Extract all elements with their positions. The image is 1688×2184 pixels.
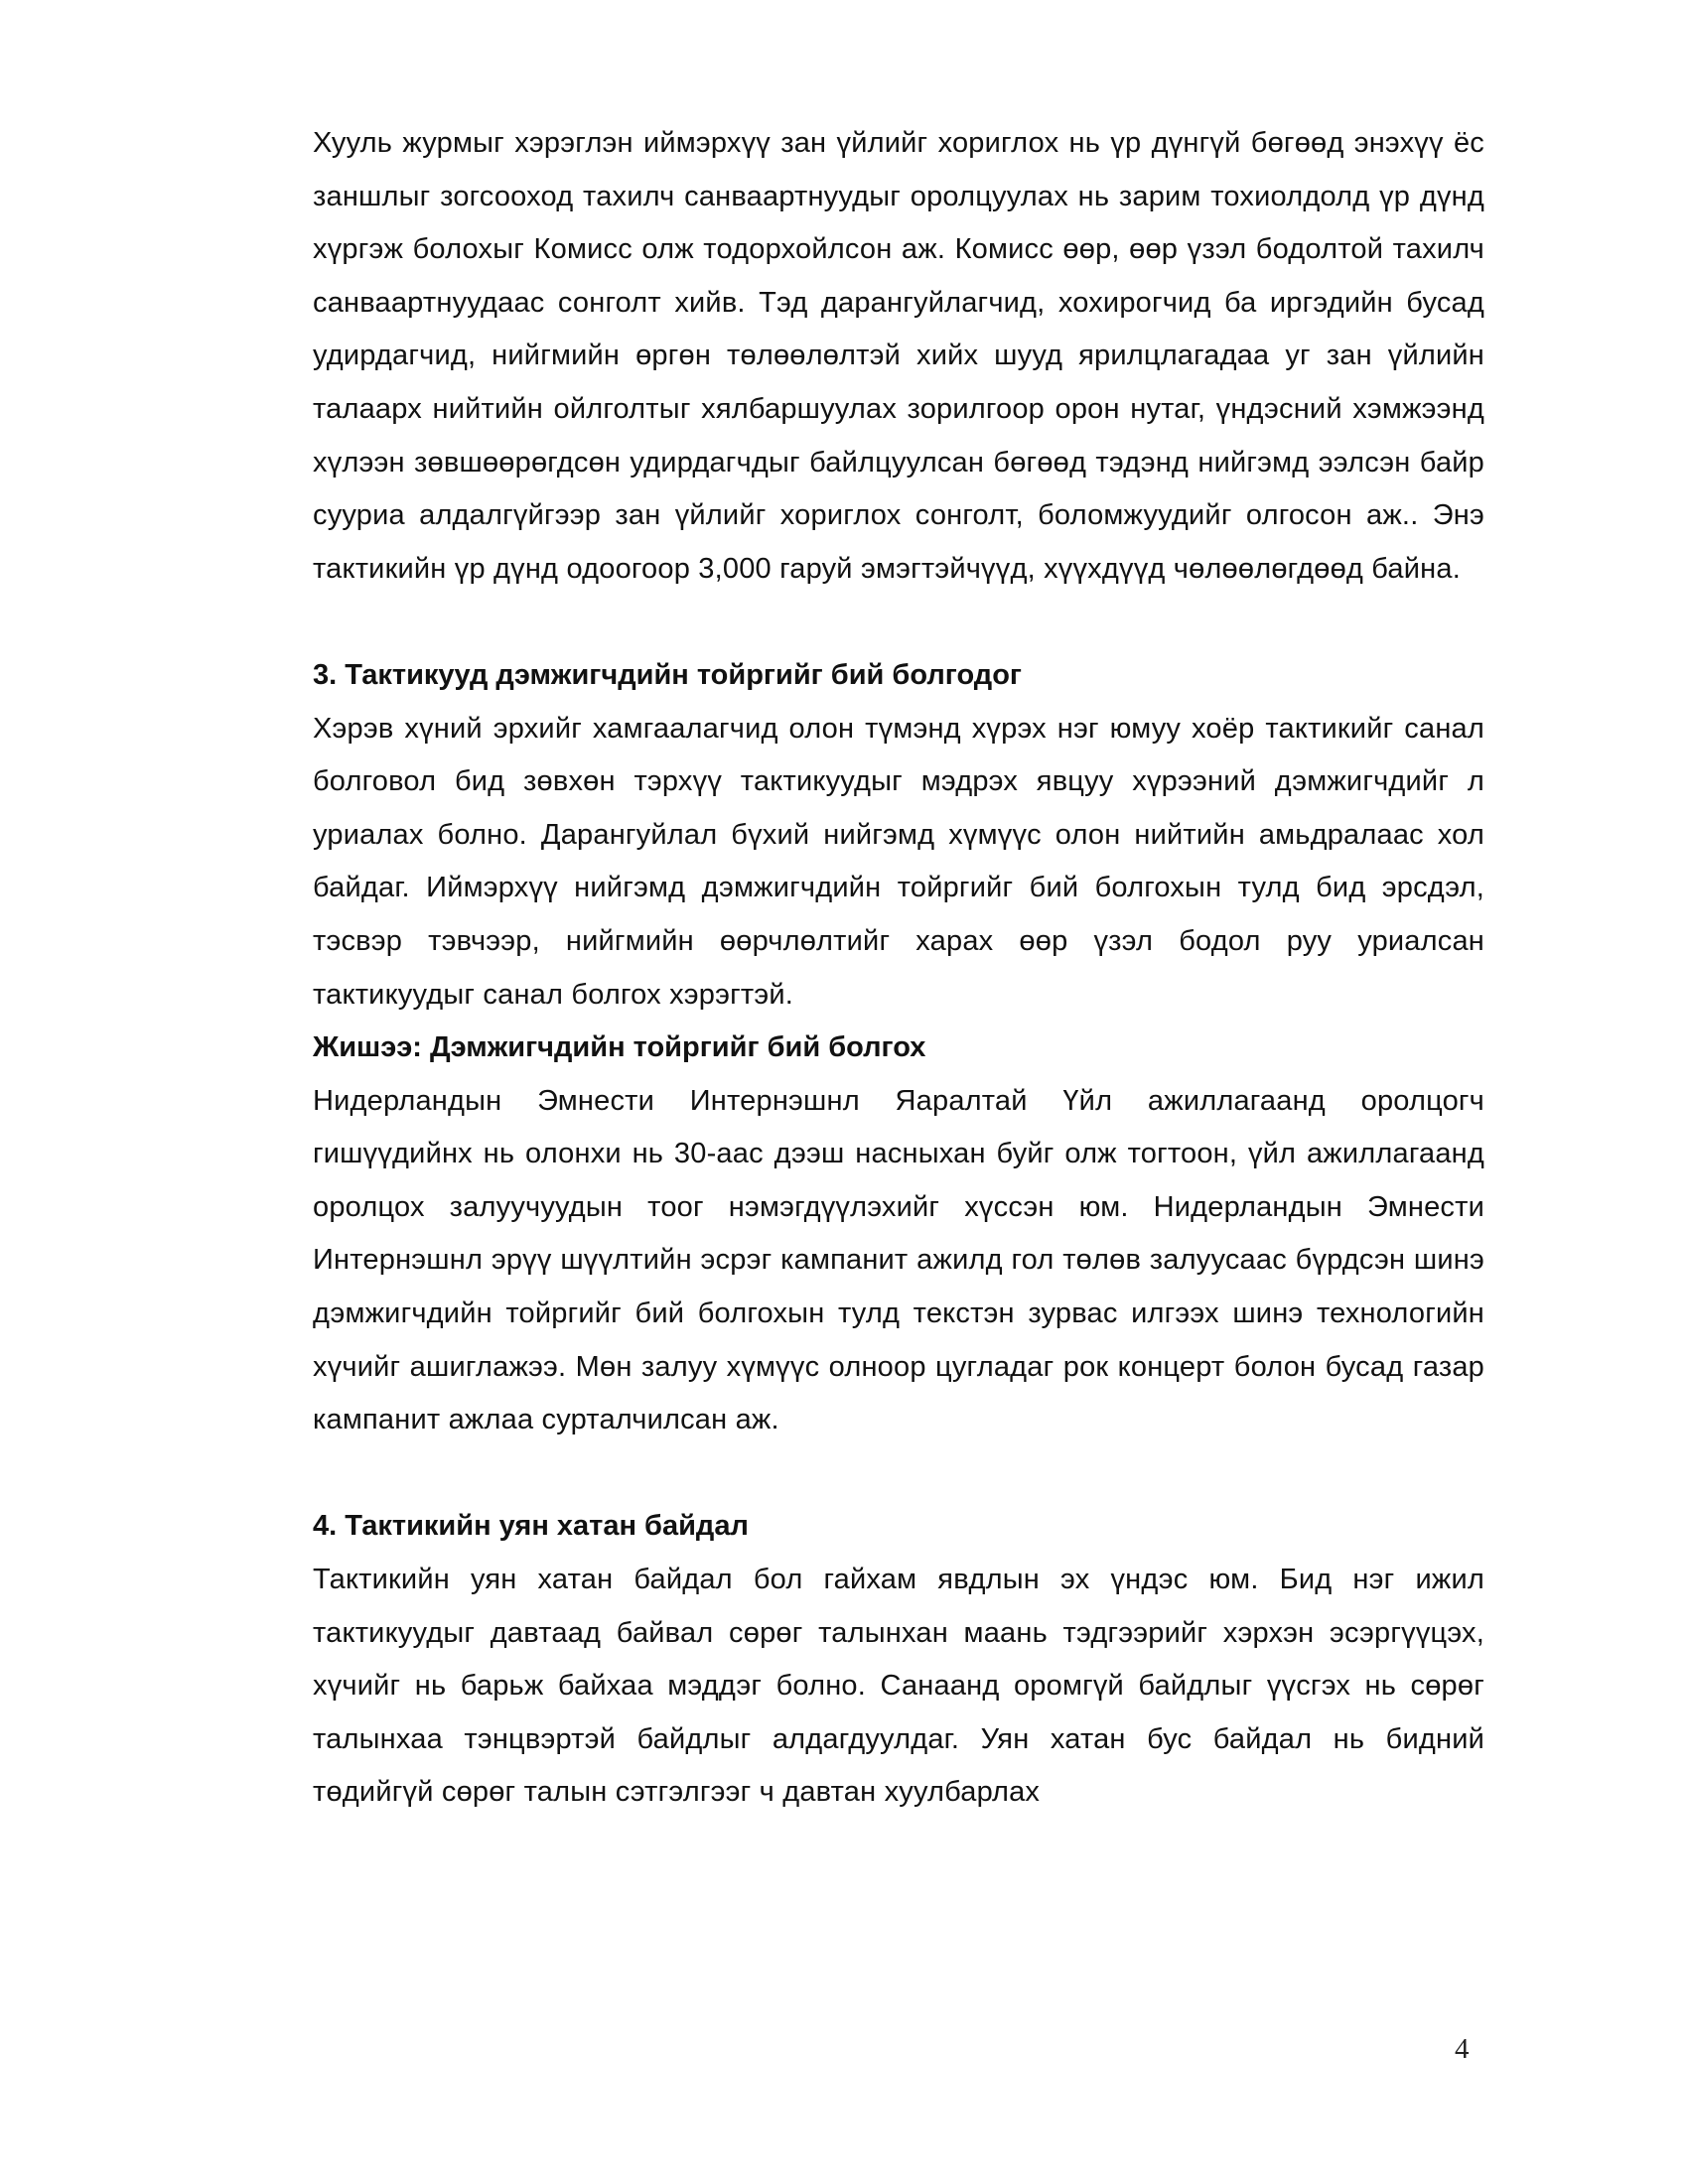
example-heading: Жишээ: Дэмжигчдийн тойргийг бий болгох: [313, 1031, 926, 1064]
body-paragraph: Тактикийн уян хатан байдал бол гайхам явдлын эх үндэс юм. Бид нэг ижил тактикуудыг давтаад байвал сөрөг талынхан маань тэдгээрийг хэрхэн эсэргүүцэх, хүчийг нь барьж байхаа мэддэг болно. Санаанд оромгүй байдлыг үүсгэх нь сөрөг талынхаа тэнцвэртэй байдлыг алдагдуулдаг. Уян хатан бус байдал нь бидний төдийгүй сөрөг талын сэтгэлгээг ч давтан хуулбарлах: [313, 1564, 1484, 1809]
body-paragraph: Хууль журмыг хэрэглэн иймэрхүү зан үйлийг хориглох нь үр дүнгүй бөгөөд энэхүү ёс заншлыг зогсооход тахилч санваартнуудыг оролцуулах нь зарим тохиолдолд үр дүнд хүргэж болохыг Комисс олж тодорхойлсон аж. Комисс өөр, өөр үзэл бодолтой тахилч санваартнуудаас сонголт хийв. Тэд дарангуйлагчид, хохирогчид ба иргэдийн бусад удирдагчид, нийгмийн өргөн төлөөлөлтэй хийх шууд ярилцлагадаа уг зан үйлийн талаарх нийтийн ойлголтыг хялбаршуулах зорилгоор орон нутаг, үндэсний хэмжээнд хүлээн зөвшөөрөгдсөн удирдагчдыг байлцуулсан бөгөөд тэдэнд нийгэмд ээлсэн байр сууриа алдалгүйгээр зан үйлийг хориглох сонголт, боломжуудийг олгосон аж.. Энэ тактикийн үр дүнд одоогоор 3,000 гаруй эмэгтэйчүүд, хүүхдүүд чөлөөлөгдөөд байна.: [313, 127, 1484, 585]
paragraph-spacer: [313, 1447, 1484, 1501]
section-heading: 3. Тактикууд дэмжигчдийн тойргийг бий болгодог: [313, 658, 1022, 691]
body-paragraph: Нидерландын Эмнести Интернэшнл Яаралтай Үйл ажиллагаанд оролцогч гишүүдийнх нь олонхи нь 30-аас дээш насныхан буйг олж тогтоон, үйл ажиллагаанд оролцох залуучуудын тоог нэмэгдүүлэхийг хүссэн юм. Нидерландын Эмнести Интернэшнл эрүү шүүлтийн эсрэг кампанит ажилд гол төлөв залуусаас бүрдсэн шинэ дэмжигчдийн тойргийг бий болгохын тулд текстэн зурвас илгээх шинэ технологийн хүчийг ашиглажээ. Мөн залуу хүмүүс олноор цугладаг рок концерт болон бусад газар кампанит ажлаа сурталчилсан аж.: [313, 1084, 1484, 1436]
page-number: 4: [1455, 2033, 1470, 2065]
document-page: [313, 117, 1484, 1820]
paragraph-spacer: [313, 596, 1484, 649]
section-heading: 4. Тактикийн уян хатан байдал: [313, 1510, 749, 1543]
body-paragraph: Хэрэв хүний эрхийг хамгаалагчид олон түмэнд хүрэх нэг юмуу хоёр тактикийг санал болговол бид зөвхөн тэрхүү тактикуудыг мэдрэх явцуу хүрээний дэмжигчдийг л уриалах болно. Дарангуйлал бүхий нийгэмд хүмүүс олон нийтийн амьдралаас хол байдаг. Иймэрхүү нийгэмд дэмжигчдийн тойргийг бий болгохын тулд бид эрсдэл, тэсвэр тэвчээр, нийгмийн өөрчлөлтийг харах өөр үзэл бодол руу уриалсан тактикуудыг санал болгох хэрэгтэй.: [313, 712, 1484, 1011]
